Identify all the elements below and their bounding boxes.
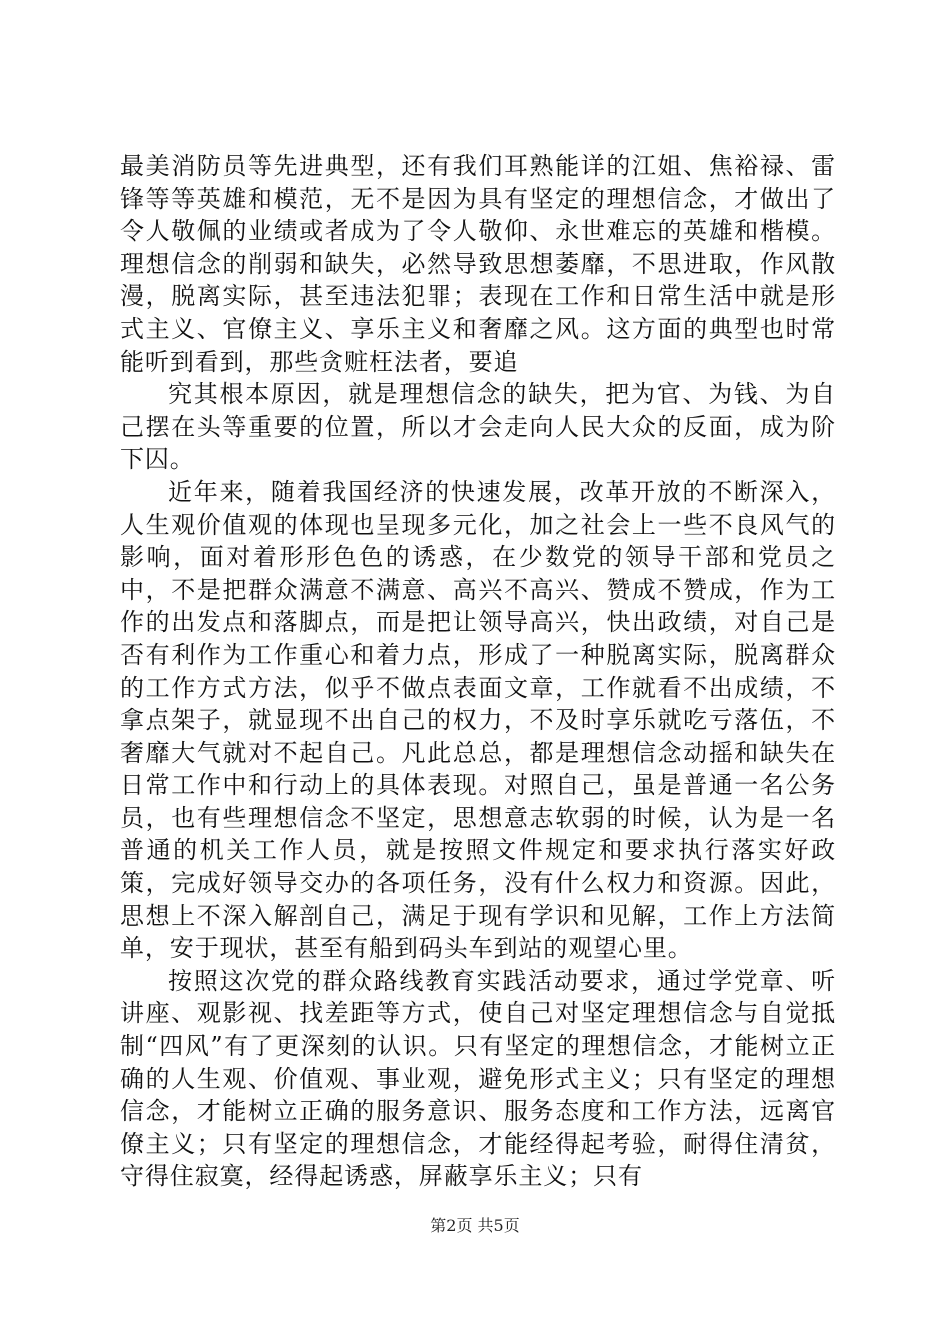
paragraph-3: 近年来，随着我国经济的快速发展，改革开放的不断深入，人生观价值观的体现也呈现多元化，加之社会上一些不良风气的影响，面对着形形色色的诱惑，在少数党的领导干部和党员之中，不是把群众满意不满意、高兴不高兴、赞成不赞成，作为工作的出发点和落脚点，而是把让领导高兴，快出政绩，对自己是否有利作为工作重心和着力点，形成了一种脱离实际，脱离群众的工作方式方法，似乎不做点表面文章，工作就看不出成绩，不拿点架子，就显现不出自己的权力，不及时享乐就吃亏落伍，不奢靡大气就对不起自己。凡此总总，都是理想信念动摇和缺失在日常工作中和行动上的具体表现。对照自己，虽是普通一名公务员，也有些理想信念不坚定，思想意志软弱的时候，认为是一名普通的机关工作人员，就是按照文件规定和要求执行落实好政策，完成好领导交办的各项任务，没有什么权力和资源。因此，思想上不深入解剖自己，满足于现有学识和见解，工作上方法简单，安于现状，甚至有船到码头车到站的观望心里。 — [120, 477, 836, 963]
paragraph-1: 最美消防员等先进典型，还有我们耳熟能详的江姐、焦裕禄、雷锋等等英雄和模范，无不是因为具有坚定的理想信念，才做出了令人敬佩的业绩或者成为了令人敬仰、永世难忘的英雄和楷模。理想信念的削弱和缺失，必然导致思想萎靡，不思进取，作风散漫，脱离实际，甚至违法犯罪；表现在工作和日常生活中就是形式主义、官僚主义、享乐主义和奢靡之风。这方面的典型也时常能听到看到，那些贪赃枉法者，要追 — [120, 152, 836, 376]
paragraph-2: 究其根本原因，就是理想信念的缺失，把为官、为钱、为自己摆在头等重要的位置，所以才会走向人民大众的反面，成为阶下囚。 — [120, 380, 836, 474]
page-number-footer: 第2页 共5页 — [430, 1216, 520, 1235]
document-body — [120, 150, 836, 1193]
paragraph-4: 按照这次党的群众路线教育实践活动要求，通过学党章、听讲座、观影视、找差距等方式，使自己对坚定理想信念与自觉抵制“四风”有了更深刻的认识。只有坚定的理想信念，才能树立正确的人生观、价值观、事业观，避免形式主义；只有坚定的理想信念，才能树立正确的服务意识、服务态度和工作方法，远离官僚主义；只有坚定的理想信念，才能经得起考验，耐得住清贫，守得住寂寞，经得起诱惑，屏蔽享乐主义；只有 — [120, 966, 836, 1191]
